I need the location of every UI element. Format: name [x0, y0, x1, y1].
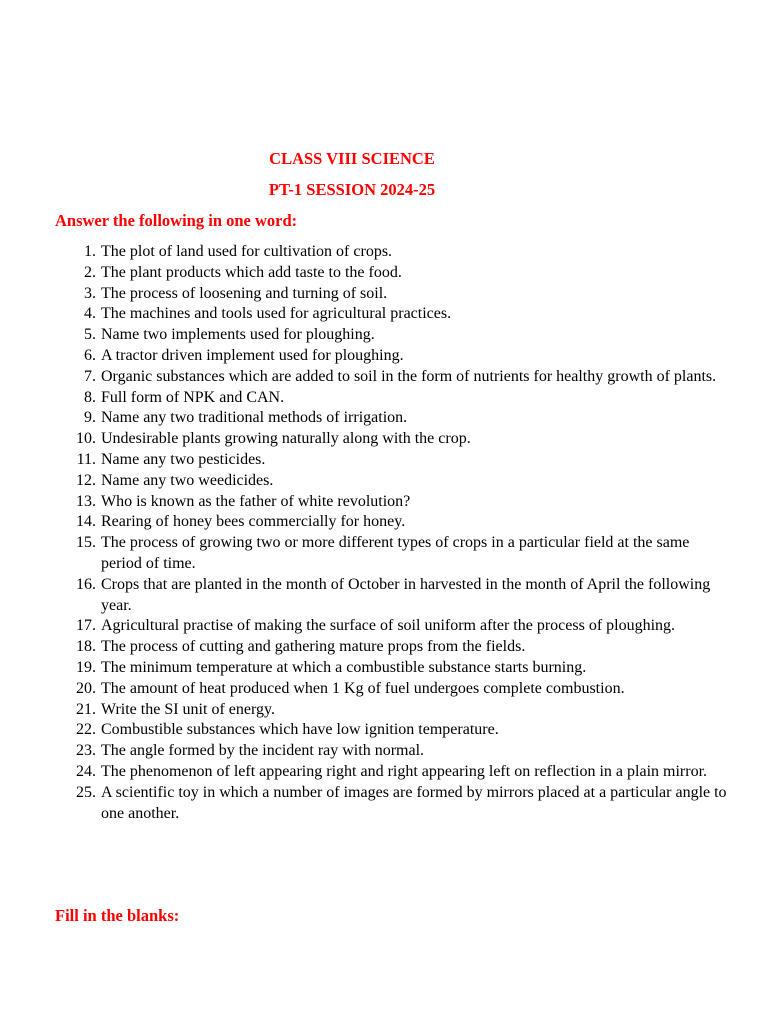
question-number: 7. [84, 367, 96, 385]
question-text: Name any two pesticides. [101, 450, 266, 468]
question-number: 13. [76, 492, 96, 510]
question-text: Rearing of honey bees commercially for honey. [101, 513, 406, 531]
question-number: 21. [76, 700, 96, 718]
question-number: 10. [76, 430, 96, 448]
question-text: The amount of heat produced when 1 Kg of fuel undergoes complete combustion. [101, 679, 625, 697]
question-number: 23. [76, 742, 96, 760]
question-text: Name two implements used for ploughing. [101, 326, 375, 344]
question-text: The process of growing two or more different types of crops in a particular field at the same period of time. [101, 534, 690, 572]
question-item [0, 429, 768, 450]
question-text: The minimum temperature at which a combustible substance starts burning. [101, 658, 587, 676]
question-item [0, 263, 768, 284]
question-number: 9. [84, 409, 96, 427]
question-item [0, 471, 768, 492]
question-item [0, 325, 768, 346]
question-number: 18. [76, 638, 96, 656]
question-number: 8. [84, 388, 96, 406]
document-subtitle: PT-1 SESSION 2024-25 [268, 180, 436, 199]
question-number: 5. [84, 326, 96, 344]
question-text: Who is known as the father of white revolution? [101, 492, 411, 510]
question-text: The plant products which add taste to the food. [101, 263, 402, 281]
question-item [0, 637, 768, 658]
question-number: 14. [76, 513, 96, 531]
question-item [0, 658, 768, 679]
question-number: 17. [76, 617, 96, 635]
question-number: 12. [76, 471, 96, 489]
question-text: Name any two weedicides. [101, 471, 274, 489]
question-item [0, 512, 768, 533]
question-number: 2. [84, 263, 96, 281]
question-item [0, 741, 768, 762]
question-number: 3. [84, 284, 96, 302]
question-item [0, 408, 768, 429]
question-item [0, 450, 768, 471]
question-item [0, 367, 768, 388]
question-item [0, 242, 768, 263]
question-text: A tractor driven implement used for ploughing. [101, 346, 404, 364]
question-text: Combustible substances which have low ignition temperature. [101, 721, 499, 739]
question-text: Write the SI unit of energy. [101, 700, 275, 718]
question-text: The plot of land used for cultivation of crops. [101, 243, 393, 260]
question-item [0, 533, 768, 575]
question-text: Name any two traditional methods of irrigation. [101, 409, 408, 427]
question-text: The process of cutting and gathering mature props from the fields. [101, 638, 526, 656]
question-number: 1. [84, 243, 96, 260]
question-item [0, 575, 768, 617]
question-text: A scientific toy in which a number of images are formed by mirrors placed at a particular angle to one another. [101, 783, 727, 822]
question-item [0, 700, 768, 721]
question-item [0, 720, 768, 741]
document-title: CLASS VIII SCIENCE [269, 149, 435, 168]
question-text: The angle formed by the incident ray with normal. [101, 742, 425, 760]
question-item [0, 679, 768, 700]
question-text: Full form of NPK and CAN. [101, 388, 285, 406]
question-item [0, 346, 768, 367]
question-number: 24. [76, 762, 96, 780]
question-text: Agricultural practise of making the surface of soil uniform after the process of ploughing. [101, 617, 676, 635]
question-item [0, 284, 768, 305]
question-number: 11. [76, 450, 96, 468]
question-number: 19. [76, 658, 96, 676]
question-item [0, 304, 768, 325]
section-heading-fill-blanks: Fill in the blanks: [55, 906, 180, 925]
question-number: 6. [84, 346, 96, 364]
section-heading-one-word: Answer the following in one word: [55, 211, 298, 230]
question-text: Undesirable plants growing naturally along with the crop. [101, 430, 471, 448]
question-number: 25. [76, 783, 96, 801]
question-list [0, 242, 768, 824]
question-item [0, 492, 768, 513]
question-number: 16. [76, 575, 96, 593]
question-text: The machines and tools used for agricultural practices. [101, 305, 452, 323]
question-number: 20. [76, 679, 96, 697]
question-item [0, 388, 768, 409]
question-item [0, 762, 768, 783]
question-text: Organic substances which are added to soil in the form of nutrients for healthy growth of plants. [101, 367, 717, 385]
question-number: 22. [76, 721, 96, 739]
question-number: 15. [76, 534, 96, 552]
question-item [0, 783, 768, 825]
question-number: 4. [84, 305, 96, 323]
question-text: The phenomenon of left appearing right and right appearing left on reflection in a plain mirror. [101, 762, 708, 780]
question-text: The process of loosening and turning of soil. [101, 284, 388, 302]
question-text: Crops that are planted in the month of October in harvested in the month of April the following year. [101, 575, 711, 614]
question-item [0, 616, 768, 637]
